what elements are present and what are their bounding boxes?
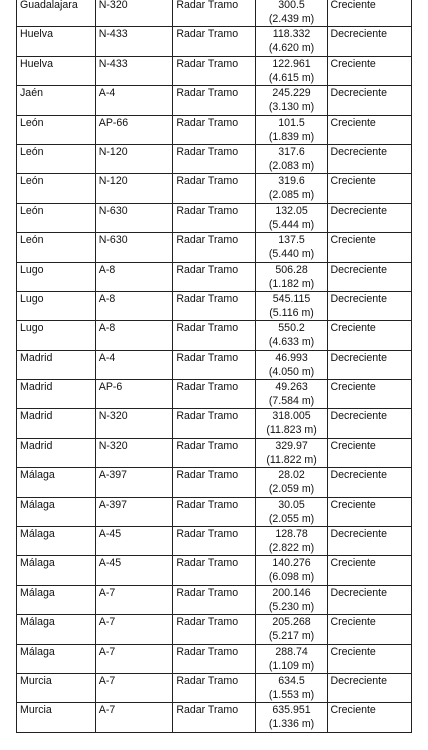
provincia-cell: Málaga xyxy=(17,644,96,673)
tramo-length: (1.553 m) xyxy=(268,688,315,701)
tipo-cell: Radar Tramo xyxy=(173,468,255,497)
pk-cell xyxy=(255,438,328,467)
sentido-cell: Decreciente xyxy=(328,203,412,232)
carretera-cell: N-320 xyxy=(95,438,173,467)
pk-cell xyxy=(255,350,328,379)
pk-cell xyxy=(255,115,328,144)
table-row xyxy=(17,174,412,203)
pk-value: 118.332 xyxy=(272,28,311,41)
pk-value: 132.05 xyxy=(275,204,308,217)
carretera-cell: A-45 xyxy=(95,527,173,556)
pk-cell xyxy=(255,468,328,497)
pk-value: 318.005 xyxy=(272,410,311,423)
pk-value: 30.05 xyxy=(278,498,305,511)
pk-cell xyxy=(255,233,328,262)
table-row xyxy=(17,291,412,320)
pk-value: 46.993 xyxy=(275,351,308,364)
sentido-cell: Decreciente xyxy=(328,409,412,438)
table-row xyxy=(17,468,412,497)
carretera-cell: A-45 xyxy=(95,556,173,585)
pk-cell xyxy=(255,86,328,115)
tramo-length: (1.839 m) xyxy=(268,130,315,143)
tramo-length: (2.439 m) xyxy=(268,13,315,25)
table-row xyxy=(17,556,412,585)
table-row xyxy=(17,56,412,85)
carretera-cell: A-397 xyxy=(95,468,173,497)
tipo-cell: Radar Tramo xyxy=(173,350,255,379)
provincia-cell: Madrid xyxy=(17,409,96,438)
provincia-cell: León xyxy=(17,174,96,203)
provincia-cell: Málaga xyxy=(17,615,96,644)
provincia-cell: Málaga xyxy=(17,468,96,497)
pk-value: 545.115 xyxy=(272,292,311,305)
table-row xyxy=(17,644,412,673)
tipo-cell: Radar Tramo xyxy=(173,380,255,409)
carretera-cell: A-7 xyxy=(95,615,173,644)
table-row xyxy=(17,86,412,115)
sentido-cell: Decreciente xyxy=(328,291,412,320)
carretera-cell: N-433 xyxy=(95,56,173,85)
carretera-cell: A-4 xyxy=(95,350,173,379)
provincia-cell: León xyxy=(17,115,96,144)
tipo-cell: Radar Tramo xyxy=(173,438,255,467)
pk-value: 101.5 xyxy=(278,116,305,129)
carretera-cell: AP-66 xyxy=(95,115,173,144)
tipo-cell: Radar Tramo xyxy=(173,409,255,438)
carretera-cell: N-433 xyxy=(95,27,173,56)
pk-value: 300.5 xyxy=(278,0,305,11)
pk-cell xyxy=(255,203,328,232)
pk-value: 122.961 xyxy=(272,57,311,70)
sentido-cell: Decreciente xyxy=(328,585,412,614)
provincia-cell: Madrid xyxy=(17,438,96,467)
pk-cell xyxy=(255,497,328,526)
tramo-length: (1.182 m) xyxy=(268,277,315,290)
sentido-cell: Creciente xyxy=(328,497,412,526)
tramo-length: (11.822 m) xyxy=(266,453,317,466)
provincia-cell: Jaén xyxy=(17,86,96,115)
carretera-cell: A-4 xyxy=(95,86,173,115)
carretera-cell: N-320 xyxy=(95,409,173,438)
tipo-cell: Radar Tramo xyxy=(173,703,255,732)
table-row xyxy=(17,115,412,144)
table-row xyxy=(17,262,412,291)
table-row xyxy=(17,380,412,409)
tramo-length: (3.130 m) xyxy=(268,101,315,114)
provincia-cell: León xyxy=(17,144,96,173)
tramo-length: (7.584 m) xyxy=(268,395,315,408)
tramo-length: (4.633 m) xyxy=(268,336,315,349)
radar-table xyxy=(16,0,412,733)
pk-cell xyxy=(255,556,328,585)
sentido-cell: Creciente xyxy=(328,380,412,409)
provincia-cell: Guadalajara xyxy=(17,0,96,27)
pk-value: 635.951 xyxy=(272,704,311,717)
carretera-cell: N-630 xyxy=(95,203,173,232)
tramo-length: (5.217 m) xyxy=(268,630,315,643)
pk-value: 317.6 xyxy=(278,145,305,158)
carretera-cell: A-7 xyxy=(95,585,173,614)
pk-value: 288.74 xyxy=(275,645,308,658)
tipo-cell: Radar Tramo xyxy=(173,0,255,27)
provincia-cell: Málaga xyxy=(17,585,96,614)
pk-value: 49.263 xyxy=(275,381,308,394)
provincia-cell: Madrid xyxy=(17,380,96,409)
tipo-cell: Radar Tramo xyxy=(173,203,255,232)
pk-value: 28.02 xyxy=(278,469,305,482)
sentido-cell: Creciente xyxy=(328,174,412,203)
tipo-cell: Radar Tramo xyxy=(173,291,255,320)
carretera-cell: A-7 xyxy=(95,703,173,732)
tramo-length: (2.055 m) xyxy=(268,512,315,525)
carretera-cell: A-8 xyxy=(95,321,173,350)
tipo-cell: Radar Tramo xyxy=(173,174,255,203)
provincia-cell: Málaga xyxy=(17,556,96,585)
sentido-cell: Creciente xyxy=(328,556,412,585)
pk-cell xyxy=(255,409,328,438)
table-row xyxy=(17,144,412,173)
carretera-cell: A-7 xyxy=(95,644,173,673)
tramo-length: (5.116 m) xyxy=(269,306,314,319)
tramo-length: (4.050 m) xyxy=(268,365,315,378)
table-row xyxy=(17,409,412,438)
tramo-length: (5.440 m) xyxy=(268,248,315,261)
sentido-cell: Creciente xyxy=(328,0,412,27)
tramo-length: (5.444 m) xyxy=(268,218,315,231)
pk-value: 137.5 xyxy=(278,234,305,247)
carretera-cell: N-120 xyxy=(95,144,173,173)
table-row xyxy=(17,350,412,379)
tipo-cell: Radar Tramo xyxy=(173,86,255,115)
tramo-length: (2.822 m) xyxy=(268,542,315,555)
pk-cell xyxy=(255,644,328,673)
radar-table-body xyxy=(17,0,412,732)
sentido-cell: Creciente xyxy=(328,644,412,673)
tramo-length: (6.098 m) xyxy=(268,571,315,584)
table-row xyxy=(17,203,412,232)
pk-value: 245.229 xyxy=(272,87,311,100)
pk-value: 200.146 xyxy=(272,586,311,599)
table-row xyxy=(17,438,412,467)
pk-cell xyxy=(255,144,328,173)
sentido-cell: Decreciente xyxy=(328,527,412,556)
tipo-cell: Radar Tramo xyxy=(173,115,255,144)
pk-cell xyxy=(255,0,328,27)
provincia-cell: Lugo xyxy=(17,291,96,320)
provincia-cell: Málaga xyxy=(17,497,96,526)
pk-cell xyxy=(255,380,328,409)
provincia-cell: Huelva xyxy=(17,27,96,56)
provincia-cell: Madrid xyxy=(17,350,96,379)
pk-value: 506.28 xyxy=(275,263,308,276)
sentido-cell: Creciente xyxy=(328,233,412,262)
pk-cell xyxy=(255,527,328,556)
tipo-cell: Radar Tramo xyxy=(173,27,255,56)
tramo-length: (4.620 m) xyxy=(268,42,315,55)
sentido-cell: Decreciente xyxy=(328,468,412,497)
pk-cell xyxy=(255,262,328,291)
pk-value: 329.97 xyxy=(275,439,308,452)
pk-value: 319.6 xyxy=(278,175,305,188)
pk-cell xyxy=(255,291,328,320)
tipo-cell: Radar Tramo xyxy=(173,527,255,556)
pk-cell xyxy=(255,673,328,702)
table-row xyxy=(17,321,412,350)
sentido-cell: Decreciente xyxy=(328,27,412,56)
tramo-length: (11.823 m) xyxy=(266,424,317,437)
tipo-cell: Radar Tramo xyxy=(173,321,255,350)
sentido-cell: Decreciente xyxy=(328,673,412,702)
pk-cell xyxy=(255,27,328,56)
tipo-cell: Radar Tramo xyxy=(173,644,255,673)
sentido-cell: Creciente xyxy=(328,115,412,144)
pk-value: 550.2 xyxy=(278,322,305,335)
tramo-length: (1.336 m) xyxy=(268,718,315,731)
provincia-cell: Huelva xyxy=(17,56,96,85)
sentido-cell: Creciente xyxy=(328,321,412,350)
pk-value: 140.276 xyxy=(272,557,311,570)
provincia-cell: Lugo xyxy=(17,262,96,291)
provincia-cell: León xyxy=(17,233,96,262)
tramo-length: (1.109 m) xyxy=(268,659,315,672)
sentido-cell: Decreciente xyxy=(328,144,412,173)
table-row xyxy=(17,233,412,262)
pk-cell xyxy=(255,56,328,85)
carretera-cell: N-120 xyxy=(95,174,173,203)
pk-cell xyxy=(255,703,328,732)
tramo-length: (2.083 m) xyxy=(268,159,315,172)
table-row xyxy=(17,27,412,56)
carretera-cell: A-8 xyxy=(95,262,173,291)
table-row xyxy=(17,0,412,27)
sentido-cell: Decreciente xyxy=(328,350,412,379)
pk-cell xyxy=(255,585,328,614)
sentido-cell: Creciente xyxy=(328,703,412,732)
pk-value: 205.268 xyxy=(272,616,311,629)
tramo-length: (4.615 m) xyxy=(268,71,315,84)
carretera-cell: A-397 xyxy=(95,497,173,526)
carretera-cell: N-630 xyxy=(95,233,173,262)
sentido-cell: Creciente xyxy=(328,615,412,644)
sentido-cell: Creciente xyxy=(328,438,412,467)
table-row xyxy=(17,703,412,732)
provincia-cell: Murcia xyxy=(17,673,96,702)
table-row xyxy=(17,527,412,556)
tipo-cell: Radar Tramo xyxy=(173,615,255,644)
provincia-cell: Lugo xyxy=(17,321,96,350)
tipo-cell: Radar Tramo xyxy=(173,233,255,262)
tipo-cell: Radar Tramo xyxy=(173,262,255,291)
pk-value: 128.78 xyxy=(275,528,308,541)
tipo-cell: Radar Tramo xyxy=(173,585,255,614)
carretera-cell: A-7 xyxy=(95,673,173,702)
sentido-cell: Decreciente xyxy=(328,86,412,115)
tipo-cell: Radar Tramo xyxy=(173,556,255,585)
sentido-cell: Creciente xyxy=(328,56,412,85)
carretera-cell: AP-6 xyxy=(95,380,173,409)
provincia-cell: Murcia xyxy=(17,703,96,732)
pk-value: 634.5 xyxy=(278,674,305,687)
carretera-cell: N-320 xyxy=(95,0,173,27)
pk-cell xyxy=(255,615,328,644)
tramo-length: (2.085 m) xyxy=(268,189,315,202)
pk-cell xyxy=(255,174,328,203)
provincia-cell: Málaga xyxy=(17,527,96,556)
pk-cell xyxy=(255,321,328,350)
provincia-cell: León xyxy=(17,203,96,232)
tipo-cell: Radar Tramo xyxy=(173,56,255,85)
tipo-cell: Radar Tramo xyxy=(173,497,255,526)
tramo-length: (2.059 m) xyxy=(268,483,315,496)
tramo-length: (5.230 m) xyxy=(268,600,315,613)
carretera-cell: A-8 xyxy=(95,291,173,320)
table-row xyxy=(17,585,412,614)
table-row xyxy=(17,497,412,526)
sentido-cell: Decreciente xyxy=(328,262,412,291)
tipo-cell: Radar Tramo xyxy=(173,144,255,173)
table-row xyxy=(17,673,412,702)
table-row xyxy=(17,615,412,644)
tipo-cell: Radar Tramo xyxy=(173,673,255,702)
